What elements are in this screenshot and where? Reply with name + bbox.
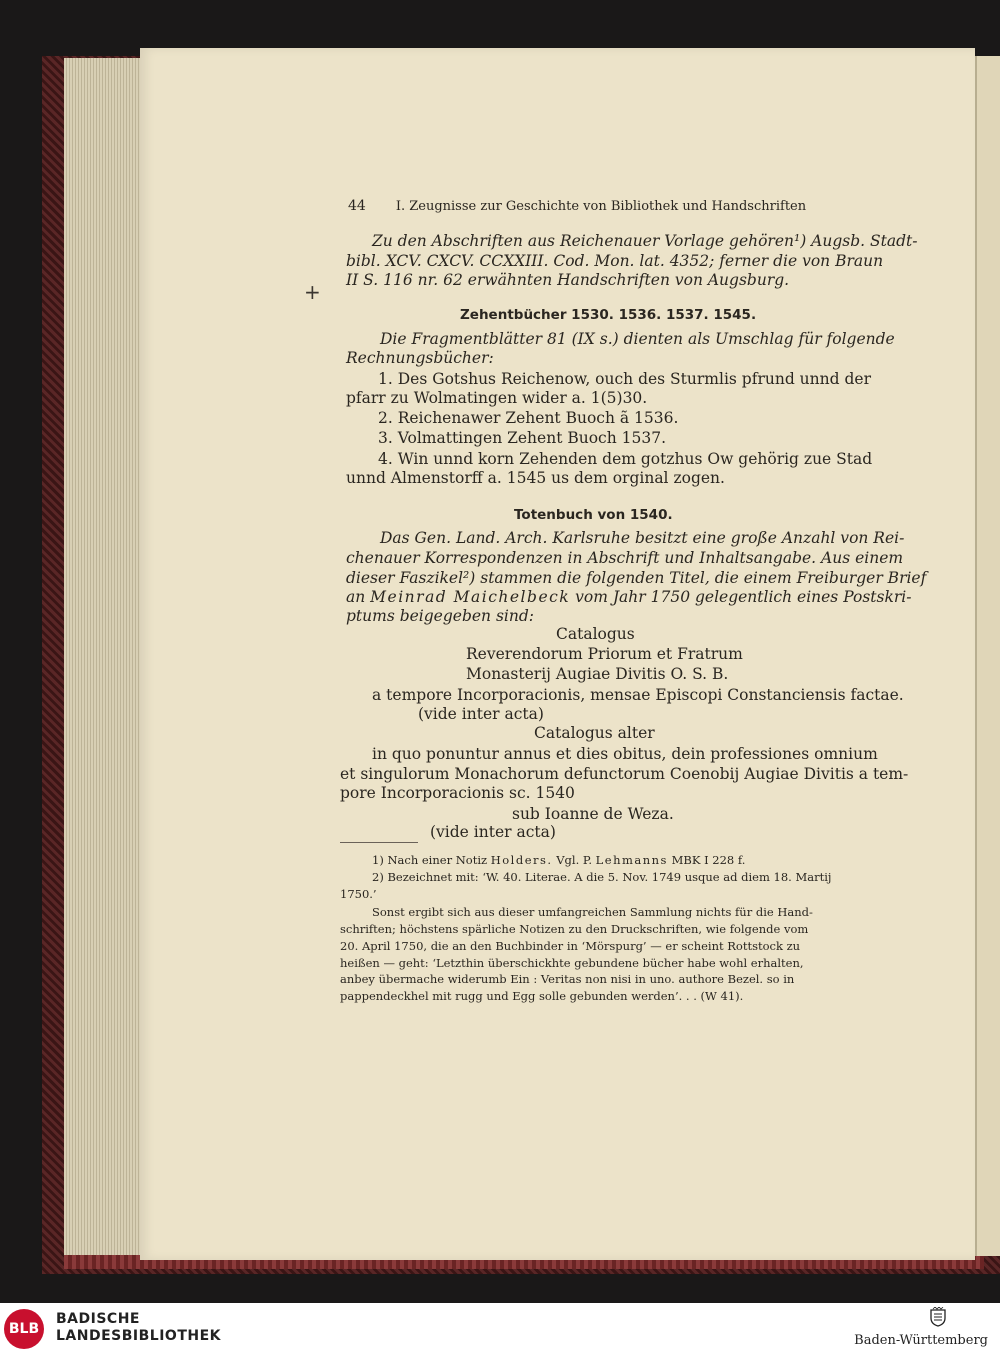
catalogue-line: Reverendorum Priorum et Fratrum (466, 645, 743, 663)
running-title: I. Zeugnisse zur Geschichte von Bibliothek und Handschriften (395, 199, 807, 214)
facing-page-edge (975, 56, 1000, 1256)
section2-intro-line: Das Gen. Land. Arch. Karlsruhe besitzt eine große Anzahl von Rei- (380, 529, 905, 547)
person-name: Meinrad Maichelbeck (370, 588, 571, 606)
page-number: 44 (348, 198, 366, 214)
footnote-note-line: anbey übermache widerumb Ein : Veritas non nisi in uno. authore Bezel. so in (340, 972, 795, 986)
catalogue-line: sub Ioanne de Weza. (512, 805, 674, 823)
section2-intro-line: ptums beigegeben sind: (346, 607, 534, 625)
running-header (348, 198, 806, 214)
list-item: 2. Reichenawer Zehent Buoch ã 1536. (378, 409, 679, 427)
section2-intro-line: chenauer Korrespondenzen in Abschrift und Inhaltsangabe. Aus einem (346, 549, 904, 567)
section-heading-totenbuch: Totenbuch von 1540. (514, 507, 673, 523)
catalogue-line: pore Incorporacionis sc. 1540 (340, 784, 575, 802)
catalogue-line: Catalogus (556, 625, 635, 643)
footnote-note-line: Sonst ergibt sich aus dieser umfangreichen Sammlung nichts für die Hand- (372, 905, 813, 919)
intro-line: II S. 116 nr. 62 erwähnten Handschriften von Augsburg. (346, 271, 790, 289)
catalogue-line: (vide inter acta) (418, 705, 544, 723)
footnote-2: 1750.’ (340, 887, 377, 901)
footnote-rule (340, 842, 418, 843)
list-item: 1. Des Gotshus Reichenow, ouch des Sturmlis pfrund unnd der (378, 370, 871, 388)
catalogue-line: (vide inter acta) (430, 823, 556, 841)
catalogue-line: in quo ponuntur annus et dies obitus, dein professiones omnium (372, 745, 878, 763)
blb-logo[interactable]: BLB (4, 1309, 44, 1349)
list-item: pfarr zu Wolmatingen wider a. 1(5)30. (346, 389, 648, 407)
footnote-1: 1) Nach einer Notiz Holders. Vgl. P. Lehmanns MBK I 228 f. (372, 853, 746, 867)
list-item: unnd Almenstorff a. 1545 us dem orginal zogen. (346, 469, 725, 487)
section1-intro-line: Rechnungsbücher: (346, 349, 494, 367)
coat-of-arms-icon (929, 1307, 947, 1327)
list-item: 3. Volmattingen Zehent Buoch 1537. (378, 429, 667, 447)
intro-line: Zu den Abschriften aus Reichenauer Vorlage gehören¹) Augsb. Stadt- (372, 232, 918, 250)
footnote-note-line: heißen — geht: ʻLetzthin überschickhte gebundene bücher habe wohl erhalten, (340, 956, 804, 970)
footer-bar (0, 1303, 1000, 1353)
list-item: 4. Win unnd korn Zehenden dem gotzhus Ow gehörig zue Stad (378, 450, 873, 468)
margin-mark: + (304, 280, 321, 304)
intro-line: bibl. XCV. CXCV. CCXXIII. Cod. Mon. lat. 4352; ferner die von Braun (346, 252, 884, 270)
footnote-note-line: pappendeckhel mit rugg und Egg solle gebunden werden’. . . (W 41). (340, 989, 744, 1003)
catalogue-line: Monasterij Augiae Divitis O. S. B. (466, 665, 729, 683)
footnote-2: 2) Bezeichnet mit: ʻW. 40. Literae. A die 5. Nov. 1749 usque ad diem 18. Martij (372, 870, 832, 884)
library-name[interactable]: BADISCHE LANDESBIBLIOTHEK (56, 1311, 222, 1344)
catalogue-line: et singulorum Monachorum defunctorum Coenobij Augiae Divitis a tem- (340, 765, 909, 783)
catalogue-line: a tempore Incorporacionis, mensae Episcopi Constanciensis factae. (372, 686, 904, 704)
section2-intro-line: dieser Faszikel²) stammen die folgenden Titel, die einem Freiburger Brief (346, 569, 927, 587)
footnote-note-line: 20. April 1750, die an den Buchbinder in ʻMörspurg’ — er scheint Rottstock zu (340, 939, 801, 953)
catalogue-line: Catalogus alter (534, 724, 655, 742)
footnote-note-line: schriften; höchstens spärliche Notizen zu den Druckschriften, wie folgende vom (340, 922, 809, 936)
section-heading-zehentbuecher: Zehentbücher 1530. 1536. 1537. 1545. (460, 307, 757, 323)
section2-intro-line: an Meinrad Maichelbeck vom Jahr 1750 gelegentlich eines Postskri- (346, 588, 912, 606)
section1-intro-line: Die Fragmentblätter 81 (IX s.) dienten als Umschlag für folgende (380, 330, 895, 348)
partner-name[interactable]: Baden-Württemberg (854, 1333, 988, 1348)
